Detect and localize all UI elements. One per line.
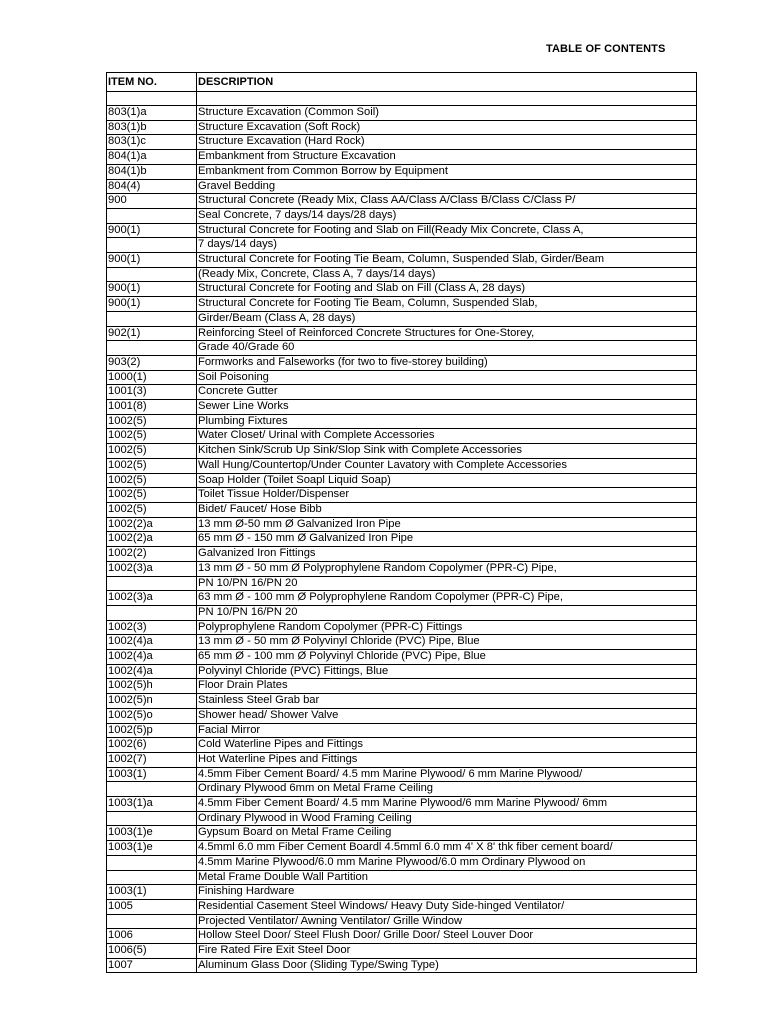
description-cell: Structure Excavation (Soft Rock): [197, 120, 697, 135]
item-no-cell: 1003(1)a: [107, 797, 197, 812]
item-no-cell: 1002(2): [107, 547, 197, 562]
table-row: [107, 826, 697, 841]
description-cell: Structural Concrete for Footing and Slab on Fill (Class A, 28 days): [197, 282, 697, 297]
description-cell: Plumbing Fixtures: [197, 414, 697, 429]
table-row: [107, 855, 697, 870]
description-cell: Gravel Bedding: [197, 179, 697, 194]
table-row: [107, 194, 697, 209]
description-cell: Structure Excavation (Hard Rock): [197, 135, 697, 150]
table-row: [107, 120, 697, 135]
table-row: [107, 400, 697, 415]
description-cell: Ordinary Plywood 6mm on Metal Frame Ceiling: [197, 782, 697, 797]
description-cell: Gypsum Board on Metal Frame Ceiling: [197, 826, 697, 841]
description-cell: Residential Casement Steel Windows/ Heavy Duty Side-hinged Ventilator/: [197, 899, 697, 914]
description-cell: Kitchen Sink/Scrub Up Sink/Slop Sink with Complete Accessories: [197, 444, 697, 459]
description-cell: 7 days/14 days): [197, 238, 697, 253]
description-cell: 4.5mm Fiber Cement Board/ 4.5 mm Marine Plywood/6 mm Marine Plywood/ 6mm: [197, 797, 697, 812]
item-no-cell: [107, 870, 197, 885]
table-row: [107, 767, 697, 782]
description-cell: Water Closet/ Urinal with Complete Accessories: [197, 429, 697, 444]
table-row: [107, 591, 697, 606]
description-cell: Aluminum Glass Door (Sliding Type/Swing Type): [197, 958, 697, 973]
table-row: [107, 547, 697, 562]
item-no-cell: [107, 605, 197, 620]
description-cell: 13 mm Ø - 50 mm Ø Polyprophylene Random Copolymer (PPR-C) Pipe,: [197, 561, 697, 576]
table-row: [107, 238, 697, 253]
table-row: [107, 164, 697, 179]
description-cell: Shower head/ Shower Valve: [197, 708, 697, 723]
item-no-cell: 1002(5)n: [107, 694, 197, 709]
item-no-cell: 1000(1): [107, 370, 197, 385]
item-no-cell: 1002(4)a: [107, 664, 197, 679]
table-row: [107, 635, 697, 650]
description-cell: Reinforcing Steel of Reinforced Concrete Structures for One-Storey,: [197, 326, 697, 341]
item-no-cell: 1002(5): [107, 414, 197, 429]
description-cell: Galvanized Iron Fittings: [197, 547, 697, 562]
item-no-cell: 1003(1): [107, 767, 197, 782]
item-no-cell: [107, 311, 197, 326]
table-row: [107, 870, 697, 885]
description-cell: Projected Ventilator/ Awning Ventilator/ Grille Window: [197, 914, 697, 929]
table-row: [107, 267, 697, 282]
item-no-cell: [107, 238, 197, 253]
description-cell: 4.5mm Fiber Cement Board/ 4.5 mm Marine Plywood/ 6 mm Marine Plywood/: [197, 767, 697, 782]
description-cell: Toilet Tissue Holder/Dispenser: [197, 488, 697, 503]
table-row: [107, 811, 697, 826]
description-cell: Girder/Beam (Class A, 28 days): [197, 311, 697, 326]
description-cell: PN 10/PN 16/PN 20: [197, 605, 697, 620]
description-cell: Bidet/ Faucet/ Hose Bibb: [197, 502, 697, 517]
description-cell: Cold Waterline Pipes and Fittings: [197, 738, 697, 753]
item-no-cell: 803(1)c: [107, 135, 197, 150]
description-header: DESCRIPTION: [197, 73, 697, 92]
description-cell: 63 mm Ø - 100 mm Ø Polyprophylene Random Copolymer (PPR-C) Pipe,: [197, 591, 697, 606]
item-no-cell: [107, 267, 197, 282]
table-row: [107, 311, 697, 326]
table-row: [107, 944, 697, 959]
table-row: [107, 723, 697, 738]
toc-body: [107, 92, 697, 973]
table-row: [107, 650, 697, 665]
table-row: [107, 106, 697, 121]
table-row: [107, 694, 697, 709]
table-row: [107, 385, 697, 400]
item-no-cell: 804(1)b: [107, 164, 197, 179]
item-no-cell: 1003(1): [107, 885, 197, 900]
table-row: [107, 253, 697, 268]
description-cell: Structure Excavation (Common Soil): [197, 106, 697, 121]
description-cell: (Ready Mix, Concrete, Class A, 7 days/14 days): [197, 267, 697, 282]
item-no-cell: 1002(2)a: [107, 532, 197, 547]
table-row: [107, 914, 697, 929]
description-cell: 13 mm Ø-50 mm Ø Galvanized Iron Pipe: [197, 517, 697, 532]
item-no-cell: 1002(2)a: [107, 517, 197, 532]
table-row: [107, 841, 697, 856]
item-no-cell: 1002(5): [107, 473, 197, 488]
table-row: [107, 679, 697, 694]
description-cell: Fire Rated Fire Exit Steel Door: [197, 944, 697, 959]
description-cell: Structural Concrete for Footing Tie Beam, Column, Suspended Slab,: [197, 297, 697, 312]
item-no-cell: 1002(4)a: [107, 650, 197, 665]
table-row: [107, 561, 697, 576]
table-row: [107, 282, 697, 297]
item-no-cell: [107, 855, 197, 870]
table-row: [107, 355, 697, 370]
item-no-cell: 1002(3): [107, 620, 197, 635]
toc-table: [106, 72, 697, 973]
description-cell: Embankment from Common Borrow by Equipment: [197, 164, 697, 179]
table-row: [107, 708, 697, 723]
item-no-cell: 1003(1)e: [107, 826, 197, 841]
description-cell: Hot Waterline Pipes and Fittings: [197, 752, 697, 767]
table-row: [107, 223, 697, 238]
table-row: [107, 782, 697, 797]
item-no-cell: 803(1)a: [107, 106, 197, 121]
table-row: [107, 444, 697, 459]
item-no-cell: 1002(5): [107, 488, 197, 503]
table-row: [107, 326, 697, 341]
item-no-cell: 1002(6): [107, 738, 197, 753]
table-row: [107, 576, 697, 591]
item-no-cell: 1002(5)p: [107, 723, 197, 738]
description-cell: Concrete Gutter: [197, 385, 697, 400]
description-cell: Soap Holder (Toilet Soapl Liquid Soap): [197, 473, 697, 488]
item-no-cell: 1002(5)h: [107, 679, 197, 694]
item-no-cell: [107, 782, 197, 797]
table-row: [107, 179, 697, 194]
page-title: TABLE OF CONTENTS: [546, 43, 666, 55]
item-no-cell: 903(2): [107, 355, 197, 370]
item-no-cell: 1001(8): [107, 400, 197, 415]
description-cell: Wall Hung/Countertop/Under Counter Lavatory with Complete Accessories: [197, 458, 697, 473]
table-row: [107, 429, 697, 444]
description-cell: Stainless Steel Grab bar: [197, 694, 697, 709]
description-cell: 65 mm Ø - 150 mm Ø Galvanized Iron Pipe: [197, 532, 697, 547]
description-cell: Structural Concrete (Ready Mix, Class AA/Class A/Class B/Class C/Class P/: [197, 194, 697, 209]
blank-row: [107, 92, 697, 106]
table-row: [107, 517, 697, 532]
item-no-cell: 1002(5): [107, 458, 197, 473]
item-no-cell: 900(1): [107, 282, 197, 297]
item-no-cell: 804(1)a: [107, 150, 197, 165]
description-cell: Seal Concrete, 7 days/14 days/28 days): [197, 208, 697, 223]
description-cell: Ordinary Plywood in Wood Framing Ceiling: [197, 811, 697, 826]
description-cell: Polyvinyl Chloride (PVC) Fittings, Blue: [197, 664, 697, 679]
item-no-cell: 1002(5): [107, 502, 197, 517]
description-cell: PN 10/PN 16/PN 20: [197, 576, 697, 591]
item-no-header: ITEM NO.: [107, 73, 197, 92]
item-no-cell: 1002(5): [107, 429, 197, 444]
table-row: [107, 738, 697, 753]
item-no-cell: 1002(5)o: [107, 708, 197, 723]
item-no-cell: 900: [107, 194, 197, 209]
item-no-cell: [107, 914, 197, 929]
item-no-cell: 900(1): [107, 253, 197, 268]
table-row: [107, 605, 697, 620]
description-cell: Metal Frame Double Wall Partition: [197, 870, 697, 885]
table-row: [107, 370, 697, 385]
description-cell: Grade 40/Grade 60: [197, 341, 697, 356]
item-no-cell: 1001(3): [107, 385, 197, 400]
item-no-cell: 1003(1)e: [107, 841, 197, 856]
description-cell: Structural Concrete for Footing and Slab on Fill(Ready Mix Concrete, Class A,: [197, 223, 697, 238]
description-cell: Finishing Hardware: [197, 885, 697, 900]
item-no-cell: 1002(3)a: [107, 561, 197, 576]
table-row: [107, 958, 697, 973]
description-cell: 13 mm Ø - 50 mm Ø Polyvinyl Chloride (PVC) Pipe, Blue: [197, 635, 697, 650]
item-no-cell: 902(1): [107, 326, 197, 341]
description-cell: Structural Concrete for Footing Tie Beam, Column, Suspended Slab, Girder/Beam: [197, 253, 697, 268]
item-no-cell: 1006(5): [107, 944, 197, 959]
description-cell: Floor Drain Plates: [197, 679, 697, 694]
table-row: [107, 929, 697, 944]
description-cell: 65 mm Ø - 100 mm Ø Polyvinyl Chloride (PVC) Pipe, Blue: [197, 650, 697, 665]
item-no-cell: 1002(4)a: [107, 635, 197, 650]
table-row: [107, 502, 697, 517]
item-no-cell: 900(1): [107, 297, 197, 312]
table-row: [107, 297, 697, 312]
item-no-cell: [107, 341, 197, 356]
table-row: [107, 797, 697, 812]
item-no-cell: 1002(5): [107, 444, 197, 459]
item-no-cell: 900(1): [107, 223, 197, 238]
table-row: [107, 532, 697, 547]
table-row: [107, 885, 697, 900]
table-row: [107, 135, 697, 150]
description-cell: Sewer Line Works: [197, 400, 697, 415]
description-cell: 4.5mml 6.0 mm Fiber Cement Boardl 4.5mml 6.0 mm 4' X 8' thk fiber cement board/: [197, 841, 697, 856]
item-no-cell: 1002(7): [107, 752, 197, 767]
header-row: [107, 73, 697, 92]
item-no-cell: 1002(3)a: [107, 591, 197, 606]
table-row: [107, 208, 697, 223]
table-row: [107, 458, 697, 473]
item-no-cell: 1007: [107, 958, 197, 973]
table-row: [107, 414, 697, 429]
description-cell: 4.5mm Marine Plywood/6.0 mm Marine Plywood/6.0 mm Ordinary Plywood on: [197, 855, 697, 870]
description-cell: Soil Poisoning: [197, 370, 697, 385]
table-row: [107, 752, 697, 767]
table-row: [107, 620, 697, 635]
table-row: [107, 488, 697, 503]
table-row: [107, 473, 697, 488]
description-cell: Formworks and Falseworks (for two to five-storey building): [197, 355, 697, 370]
description-cell: Facial Mirror: [197, 723, 697, 738]
description-cell: Polyprophylene Random Copolymer (PPR-C) Fittings: [197, 620, 697, 635]
description-cell: Hollow Steel Door/ Steel Flush Door/ Grille Door/ Steel Louver Door: [197, 929, 697, 944]
item-no-cell: 1006: [107, 929, 197, 944]
table-row: [107, 899, 697, 914]
item-no-cell: 803(1)b: [107, 120, 197, 135]
description-cell: Embankment from Structure Excavation: [197, 150, 697, 165]
table-row: [107, 341, 697, 356]
item-no-cell: 1005: [107, 899, 197, 914]
table-row: [107, 664, 697, 679]
item-no-cell: [107, 811, 197, 826]
item-no-cell: 804(4): [107, 179, 197, 194]
item-no-cell: [107, 576, 197, 591]
table-row: [107, 150, 697, 165]
item-no-cell: [107, 208, 197, 223]
